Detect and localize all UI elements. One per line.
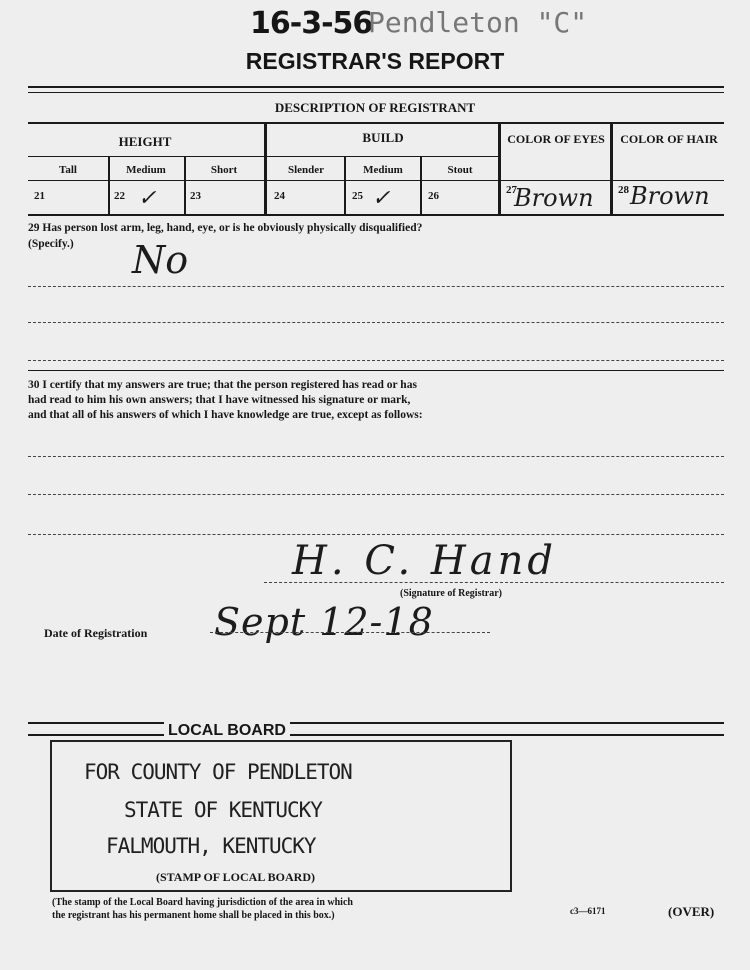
page-title: REGISTRAR'S REPORT xyxy=(245,48,505,74)
answer-line xyxy=(28,286,724,287)
answer-line xyxy=(28,494,724,495)
field-number: 28 xyxy=(618,184,629,196)
stamp-caption: (STAMP OF LOCAL BOARD) xyxy=(156,870,316,884)
field-number: 22 xyxy=(114,190,125,202)
divider xyxy=(264,124,267,216)
form-code: c3—6171 xyxy=(570,906,606,916)
rule xyxy=(28,722,724,724)
answer-line xyxy=(28,322,724,323)
height-header: HEIGHT xyxy=(118,134,172,149)
field-number: 27 xyxy=(506,184,517,196)
q30-line: had read to him his own answers; that I have witnessed his signature or mark, xyxy=(28,394,411,406)
q30-text xyxy=(28,378,728,423)
signature-caption: (Signature of Registrar) xyxy=(400,588,503,599)
answer-line xyxy=(28,456,724,457)
rule xyxy=(28,180,724,181)
stamp-line-city: FALMOUTH, KENTUCKY xyxy=(106,834,316,858)
stout-label: Stout xyxy=(447,164,473,176)
local-board-heading: LOCAL BOARD xyxy=(164,722,290,740)
serial-number: 16-3-56 xyxy=(250,6,373,41)
section-title: DESCRIPTION OF REGISTRANT xyxy=(274,100,476,115)
rule xyxy=(28,156,498,157)
signature-line xyxy=(264,582,724,583)
short-label: Short xyxy=(210,164,238,176)
registration-date-value: Sept 12-18 xyxy=(214,600,434,644)
registration-date-label: Date of Registration xyxy=(44,626,148,640)
q30-line: 30 I certify that my answers are true; that the person registered has read or has xyxy=(28,379,417,391)
divider xyxy=(610,124,613,216)
medium-height-checkmark: ✓ xyxy=(138,186,157,211)
field-number: 26 xyxy=(428,190,439,202)
registrar-signature: H. C. Hand xyxy=(292,538,558,584)
field-number: 23 xyxy=(190,190,201,202)
rule xyxy=(28,734,724,736)
answer-line xyxy=(28,360,724,361)
hair-value: Brown xyxy=(630,182,710,210)
eyes-value: Brown xyxy=(514,184,594,212)
footer-note-line: (The stamp of the Local Board having jurisdiction of the area in which xyxy=(52,897,353,908)
field-number: 21 xyxy=(34,190,45,202)
eyes-header: COLOR OF EYES xyxy=(507,132,605,146)
answer-line xyxy=(28,534,724,535)
medium-build-label: Medium xyxy=(363,164,403,176)
hair-header: COLOR OF HAIR xyxy=(620,132,718,146)
date-line xyxy=(210,632,490,633)
q30-line: and that all of his answers of which I have knowledge are true, except as follows: xyxy=(28,409,423,421)
q29-specify: (Specify.) xyxy=(28,238,74,250)
divider xyxy=(498,124,501,216)
field-number: 24 xyxy=(274,190,285,202)
board-name-stamp: Pendleton "C" xyxy=(368,6,588,39)
medium-build-checkmark: ✓ xyxy=(372,186,391,211)
rule xyxy=(28,370,724,371)
over-label: (OVER) xyxy=(668,904,715,919)
rule xyxy=(28,122,724,124)
rule xyxy=(28,214,724,216)
medium-height-label: Medium xyxy=(126,164,166,176)
rule xyxy=(28,92,724,93)
tall-label: Tall xyxy=(59,164,77,176)
field-number: 25 xyxy=(352,190,363,202)
q29-answer: No xyxy=(132,238,189,282)
footer-note xyxy=(52,896,353,922)
stamp-line-state: STATE OF KENTUCKY xyxy=(124,798,322,822)
rule xyxy=(28,86,724,88)
q29-text: 29 Has person lost arm, leg, hand, eye, or is he obviously physically disqualified? xyxy=(28,222,423,234)
slender-label: Slender xyxy=(287,164,325,176)
build-header: BUILD xyxy=(362,130,404,145)
footer-note-line: the registrant has his permanent home shall be placed in this box.) xyxy=(52,910,335,921)
stamp-line-county: FOR COUNTY OF PENDLETON xyxy=(84,760,352,784)
